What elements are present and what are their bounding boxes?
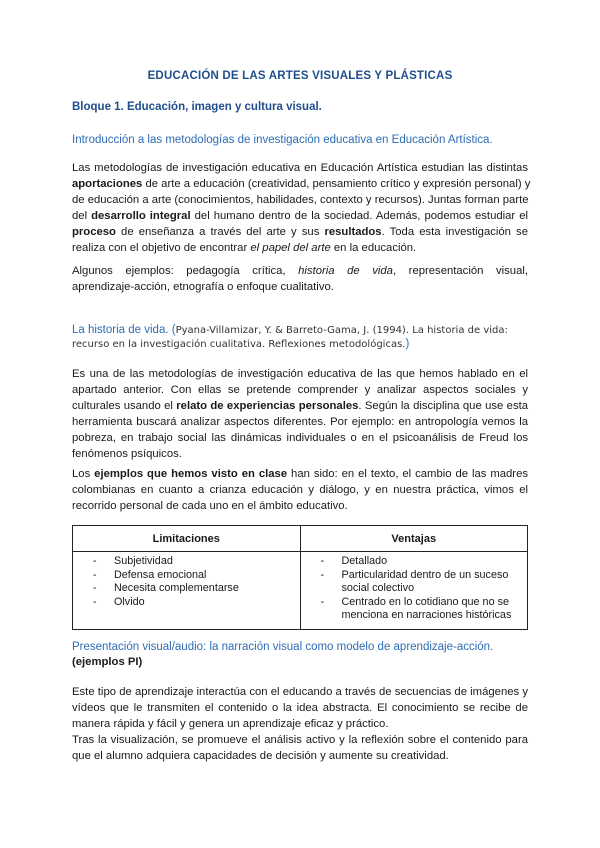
paragraph-intro (72, 160, 531, 256)
text-line (72, 263, 528, 279)
text-line: manera rápida y fácil y genera un aprendizaje eficaz y práctico. (72, 718, 389, 730)
list-item: - Olvido (93, 596, 294, 610)
text-fragment: Los (72, 468, 95, 480)
list-item: - Particularidad dentro de un suceso social colectivo (321, 569, 522, 596)
text-fragment: realiza con el objetivo de encontrar (72, 242, 251, 254)
limitaciones-ventajas-table (72, 525, 528, 630)
ejemplos-pi-label: (ejemplos PI) (72, 656, 143, 668)
limitaciones-cell (73, 552, 301, 630)
text-fragment: Algunos ejemplos: pedagogía crítica, (72, 265, 299, 277)
text-line (72, 240, 528, 256)
list-item: - Necesita complementarse (93, 582, 294, 596)
table-header-row (73, 526, 528, 552)
text-line: aprendizaje-acción, etnografía o enfoque cualitativo. (72, 281, 334, 293)
text-line: que el alumno adquiera capacidades de decisión y aumente su creatividad. (72, 750, 449, 762)
table-header-limitaciones: Limitaciones (73, 526, 301, 552)
text-line: Es una de las metodologías de investigación educativa de las que hemos hablado en el (72, 368, 528, 380)
text-fragment: del humano dentro de la sociedad. Además, podemos estudiar el (190, 210, 529, 222)
bold-term: resultados (324, 226, 382, 238)
text-line: herramienta buscará analizar aspectos diferentes. Por ejemplo: en antropología vemos la (72, 416, 528, 428)
text-line: Este tipo de aprendizaje interactúa con el educando a través de secuencias de imágenes y (72, 686, 528, 698)
citation-text: recurso en la investigación cualitativa. Reflexiones metodológicas. (72, 339, 406, 350)
section-heading-historia (72, 324, 508, 336)
bold-term: desarrollo integral (91, 210, 191, 222)
table-row (73, 552, 528, 630)
section-heading-intro: Introducción a las metodologías de investigación educativa en Educación Artística. (72, 134, 493, 146)
paragraph-examples (72, 263, 528, 295)
text-fragment: de enseñanza a través del arte y sus (115, 226, 325, 238)
text-line: colombianas en cuanto a crianza educación y diálogo, y en nuestra práctica, vimos el (72, 484, 528, 496)
text-fragment: , representación visual, (392, 265, 528, 277)
section-heading-presentacion: Presentación visual/audio: la narración visual como modelo de aprendizaje-acción. (72, 641, 494, 653)
text-fragment: . Toda esta investigación se (381, 226, 528, 238)
text-line: pobreza, en trabajo social las dinámicas individuales o en el psicoanálisis de Freud los (72, 432, 528, 444)
paragraph-ejemplos (72, 466, 528, 514)
italic-term: el papel del arte (250, 242, 331, 254)
bold-term: relato de experiencias personales (176, 400, 359, 412)
bold-term: aportaciones (72, 178, 143, 190)
block-title: Bloque 1. Educación, imagen y cultura visual. (72, 101, 322, 113)
list-item: - Centrado en lo cotidiano que no se menciona en narraciones históricas (321, 596, 522, 623)
section-tag (72, 656, 142, 668)
italic-term: historia de vida (298, 265, 393, 277)
bold-term: ejemplos que hemos visto en clase (94, 468, 288, 480)
ventajas-cell (300, 552, 528, 630)
text-line: apartado anterior. Con ellas se pretende comprender y analizar aspectos sociales y (72, 384, 528, 396)
text-line (72, 398, 528, 414)
paragraph-presentacion (72, 684, 528, 764)
table-header-ventajas: Ventajas (300, 526, 528, 552)
text-line: recorrido personal de cada uno en el ámbito educativo. (72, 500, 348, 512)
text-fragment: han sido: en el texto, el cambio de las madres (287, 468, 529, 480)
text-fragment: culturales usando el (72, 400, 177, 412)
paragraph-historia (72, 366, 528, 462)
list-item: - Detallado (321, 555, 522, 569)
citation-close-paren: ) (405, 338, 410, 350)
text-line: Las metodologías de investigación educativa en Educación Artística estudian las distintas (72, 162, 528, 174)
text-fragment: de arte a educación (creatividad, pensamiento crítico y expresión personal) y (142, 178, 531, 190)
bold-term: proceso (72, 226, 116, 238)
text-fragment: del (72, 210, 92, 222)
text-line (72, 176, 531, 192)
text-line (72, 466, 528, 482)
text-line (72, 208, 528, 224)
text-line: Tras la visualización, se promueve el análisis activo y la reflexión sobre el contenido para (72, 734, 528, 746)
list-item: - Defensa emocional (93, 569, 294, 583)
section-heading-text: La historia de vida. (72, 324, 172, 336)
text-fragment: en la educación. (330, 242, 417, 254)
text-line: de educación a arte (conocimientos, habilidades, contexto y recursos). Juntas forman parte (72, 194, 529, 206)
citation-open-paren: ( (171, 324, 176, 336)
text-fragment: . Según la disciplina que use esta (358, 400, 529, 412)
text-line: fenómenos psíquicos. (72, 448, 182, 460)
citation-text: Pyana-Villamizar, Y. & Barreto-Gama, J. (1994). La historia de vida: (175, 325, 508, 336)
list-item: - Subjetividad (93, 555, 294, 569)
citation-line-2 (72, 338, 409, 350)
document-title: EDUCACIÓN DE LAS ARTES VISUALES Y PLÁSTICAS (147, 70, 453, 82)
text-line: vídeos que le transmiten el contenido o la idea abstracta. El conocimiento se recibe de (72, 702, 528, 714)
text-line (72, 224, 528, 240)
